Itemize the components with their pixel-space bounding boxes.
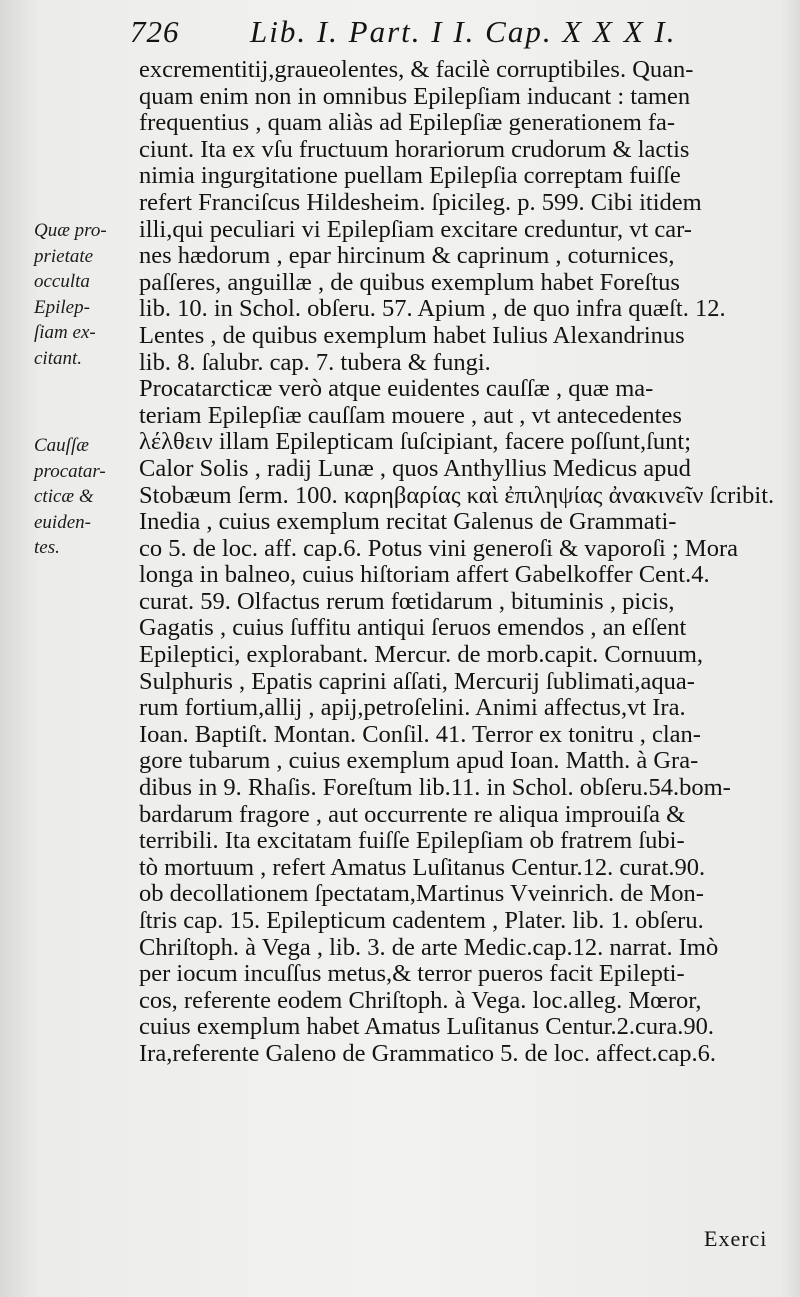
text-line: nes hædorum , epar hircinum & caprinum , coturnices,: [139, 242, 675, 270]
text-line: ob decollationem ſpectatam,Martinus Vveinrich. de Mon-: [139, 880, 704, 908]
margin-note-line: prietate: [34, 245, 94, 267]
text-line: Procatarcticæ verò atque euidentes cauſſæ , quæ ma-: [139, 375, 654, 403]
main-text-block: [139, 57, 779, 1068]
text-line: ciunt. Ita ex vſu fructuum horariorum crudorum & lactis: [139, 135, 690, 163]
margin-note-line: procatar-: [34, 460, 106, 482]
text-line: teriam Epilepſiæ cauſſam mouere , aut , vt antecedentes: [139, 401, 682, 429]
text-line: refert Franciſcus Hildesheim. ſpicileg. p. 599. Cibi itidem: [139, 188, 702, 216]
margin-note-line: occulta: [34, 271, 90, 292]
running-head: Lib. I. Part. I I. Cap. X X X I.: [250, 14, 677, 49]
text-line: Epileptici, explorabant. Mercur. de morb.capit. Cornuum,: [139, 641, 704, 669]
text-line: quam enim non in omnibus Epilepſiam inducant : tamen: [139, 82, 691, 110]
text-line: paſſeres, anguillæ , de quibus exemplum habet Foreſtus: [139, 268, 680, 296]
text-line: Stobæum ſerm. 100. καρηβαρίας καὶ ἐπιληψίας ἀνακινεῖν ſcribit.: [139, 481, 775, 509]
margin-note-hidden-property: [34, 218, 130, 371]
margin-note-line: tes.: [34, 537, 60, 558]
text-line: nimia ingurgitatione puellam Epilepſia correptam fuiſſe: [139, 162, 681, 190]
margin-note-line: Cauſſæ: [34, 435, 89, 456]
text-line: Gagatis , cuius ſuffitu antiqui ſeruos emendos , an eſſent: [139, 614, 687, 642]
text-line: gore tubarum , cuius exemplum apud Ioan. Matth. à Gra-: [139, 747, 699, 775]
text-line: lib. 10. in Schol. obſeru. 57. Apium , de quo infra quæſt. 12.: [139, 295, 726, 323]
catchword: Exerci: [704, 1226, 768, 1251]
text-line: Ioan. Baptiſt. Montan. Conſil. 41. Terror ex tonitru , clan-: [139, 720, 701, 748]
text-line: co 5. de loc. aff. cap.6. Potus vini generoſi & vaporoſi ; Mora: [139, 534, 738, 562]
text-line: Lentes , de quibus exemplum habet Iulius Alexandrinus: [139, 321, 685, 349]
page-header: [130, 14, 690, 54]
text-line: dibus in 9. Rhaſis. Foreſtum lib.11. in Schol. obſeru.54.bom-: [139, 774, 731, 802]
text-line: frequentius , quam aliàs ad Epilepſiæ generationem fa-: [139, 109, 676, 137]
text-line: curat. 59. Olfactus rerum fœtidarum , bituminis , picis,: [139, 587, 675, 615]
text-line: per iocum incuſſus metus,& terror pueros facit Epilepti-: [139, 960, 685, 988]
text-line: lib. 8. ſalubr. cap. 7. tubera & fungi.: [139, 348, 491, 376]
text-line: λέλθειν illam Epilepticam ſuſcipiant, facere poſſunt,ſunt;: [139, 428, 692, 456]
text-line: terribili. Ita excitatam fuiſſe Epilepſiam ob fratrem ſubi-: [139, 827, 685, 855]
text-line: rum fortium,allij , apij,petroſelini. Animi affectus,vt Ira.: [139, 694, 686, 722]
margin-note-line: Epilep-: [34, 296, 90, 318]
text-line: ſtris cap. 15. Epilepticum cadentem , Plater. lib. 1. obſeru.: [139, 907, 704, 934]
text-line: illi,qui peculiari vi Epilepſiam excitare creduntur, vt car-: [139, 215, 692, 243]
margin-note-line: Quæ pro-: [34, 220, 107, 241]
margin-note-causes: [34, 433, 130, 561]
margin-note-line: cticæ &: [34, 486, 94, 507]
margin-note-line: euiden-: [34, 511, 91, 533]
margin-note-line: ſiam ex-: [34, 322, 96, 343]
text-line: excrementitij,graueolentes, & facilè corruptibiles. Quan-: [139, 56, 694, 83]
text-line: cos, referente eodem Chriſtoph. à Vega. loc.alleg. Mœror,: [139, 986, 702, 1014]
text-line: bardarum fragore , aut occurrente re aliqua improuiſa &: [139, 800, 686, 828]
text-line: Ira,referente Galeno de Grammatico 5. de loc. affect.cap.6.: [139, 1039, 717, 1067]
text-line: tò mortuum , refert Amatus Luſitanus Centur.12. curat.90.: [139, 853, 706, 881]
margin-note-line: citant.: [34, 347, 83, 369]
text-line: longa in balneo, cuius hiſtoriam affert Gabelkoffer Cent.4.: [139, 561, 710, 589]
text-line: Sulphuris , Epatis caprini aſſati, Mercurij ſublimati,aqua-: [139, 667, 695, 695]
text-line: Calor Solis , radij Lunæ , quos Anthyllius Medicus apud: [139, 454, 691, 482]
text-line: cuius exemplum habet Amatus Luſitanus Centur.2.cura.90.: [139, 1013, 714, 1041]
text-line: Chriſtoph. à Vega , lib. 3. de arte Medic.cap.12. narrat. Imò: [139, 933, 719, 961]
text-line: Inedia , cuius exemplum recitat Galenus de Grammati-: [139, 508, 677, 536]
page-number: 726: [130, 14, 180, 49]
